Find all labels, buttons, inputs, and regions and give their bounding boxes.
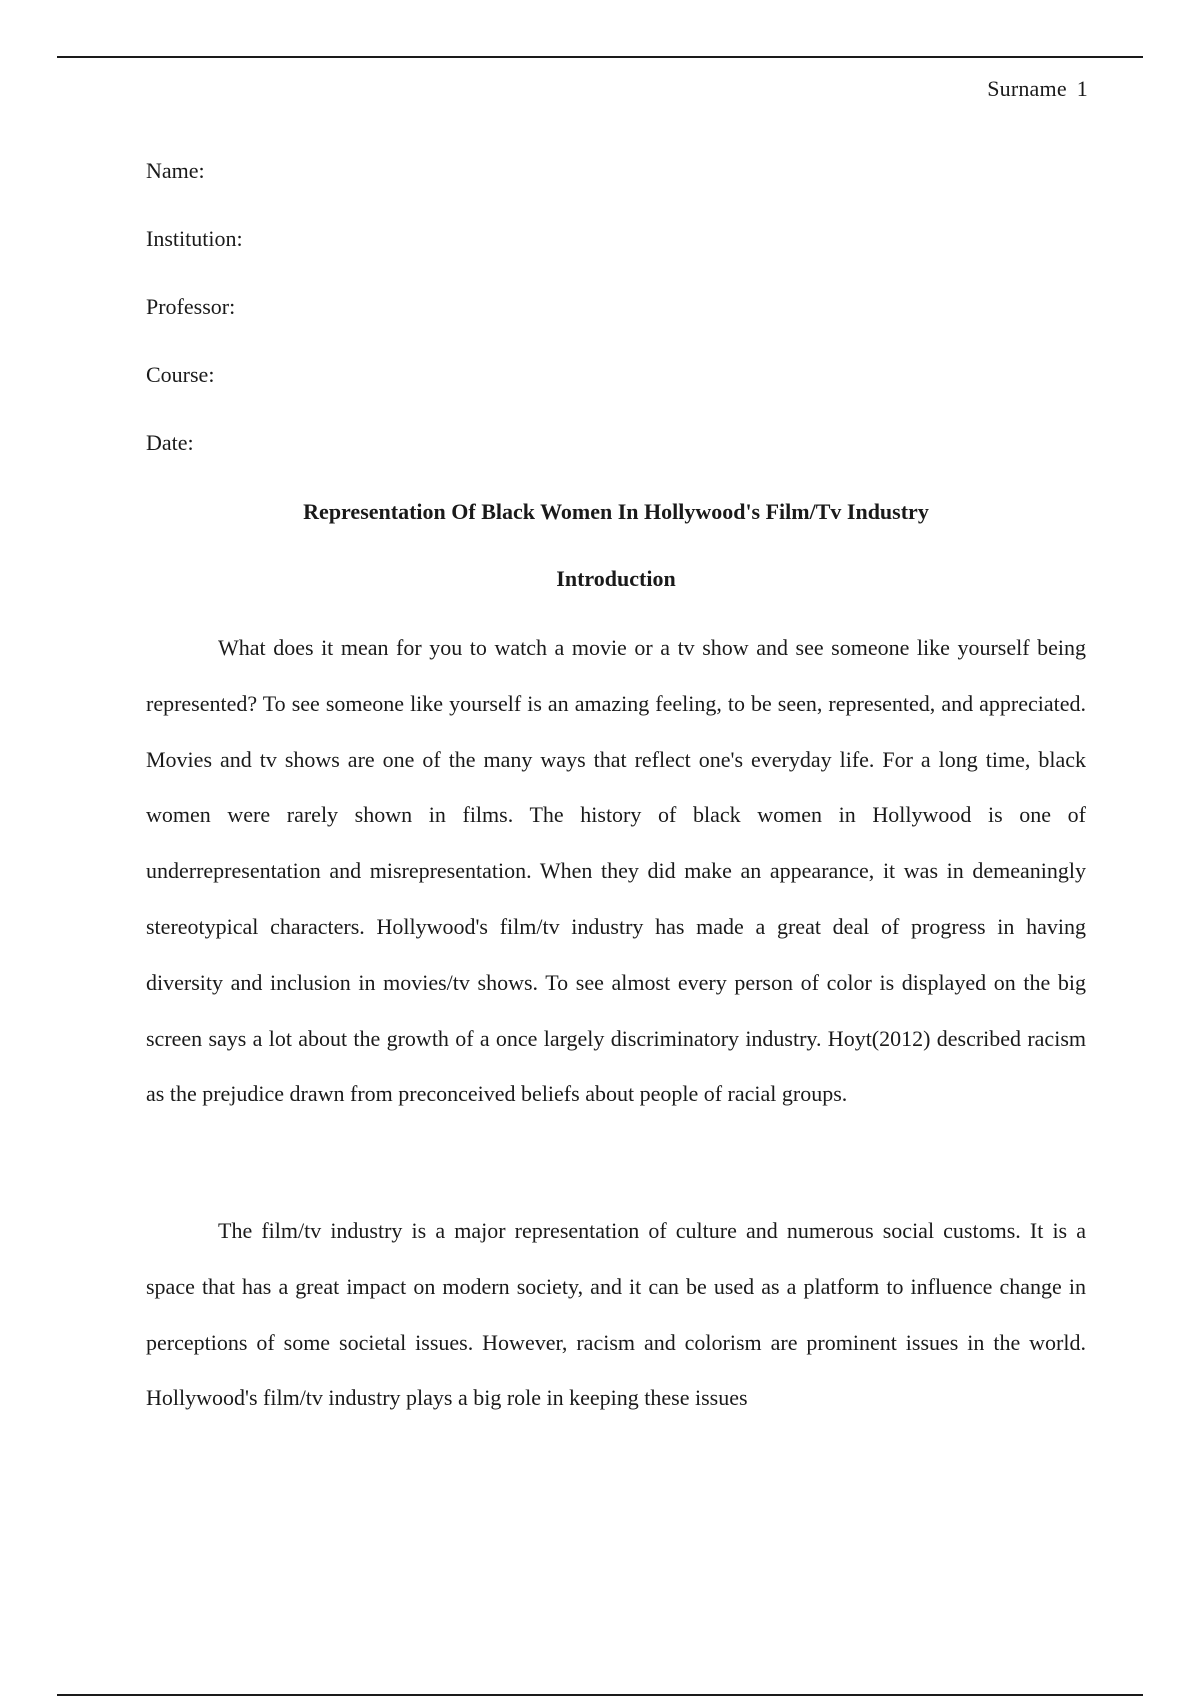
page-number: 1 bbox=[1076, 76, 1088, 101]
paragraph-text: What does it mean for you to watch a movie or a tv show and see someone like yourself being represented? To see someone like yourself is an amazing feeling, to be seen, represented, and appreciated. Movies and tv shows are one of the many ways that reflect one's everyday life. For a long time, black women were rarely shown in films. The history of black women in Hollywood is one of underrepresentation and misrepresentation. When they did make an appearance, it was in demeaningly stereotypical characters. Hollywood's film/tv industry has made a great deal of progress in having diversity and inclusion in movies/tv shows. To see almost every person of color is displayed on the big screen says a lot about the growth of a once largely discriminatory industry. Hoyt(2012) described racism as the prejudice drawn from preconceived beliefs about people of racial groups. bbox=[146, 635, 1086, 1107]
paragraph-text: The film/tv industry is a major representation of culture and numerous social customs. It is a space that has a great impact on modern society, and it can be used as a platform to influence change in perceptions of some societal issues. However, racism and colorism are prominent issues in the world. Hollywood's film/tv industry plays a big role in keeping these issues bbox=[146, 1218, 1086, 1411]
bottom-rule bbox=[57, 1694, 1143, 1696]
institution-line: Institution: bbox=[146, 226, 243, 251]
header-surname: Surname bbox=[987, 76, 1067, 101]
name-line: Name: bbox=[146, 158, 205, 183]
professor-line: Professor: bbox=[146, 294, 236, 319]
running-header bbox=[987, 74, 1088, 104]
body-paragraph bbox=[146, 620, 1086, 1122]
section-heading-introduction: Introduction bbox=[556, 566, 676, 591]
top-rule bbox=[57, 56, 1143, 58]
body-paragraph bbox=[146, 1203, 1086, 1426]
student-info-block bbox=[146, 156, 1086, 458]
date-line: Date: bbox=[146, 430, 194, 455]
paper-title: Representation Of Black Women In Hollywood's Film/Tv Industry bbox=[303, 499, 929, 524]
course-line: Course: bbox=[146, 362, 215, 387]
